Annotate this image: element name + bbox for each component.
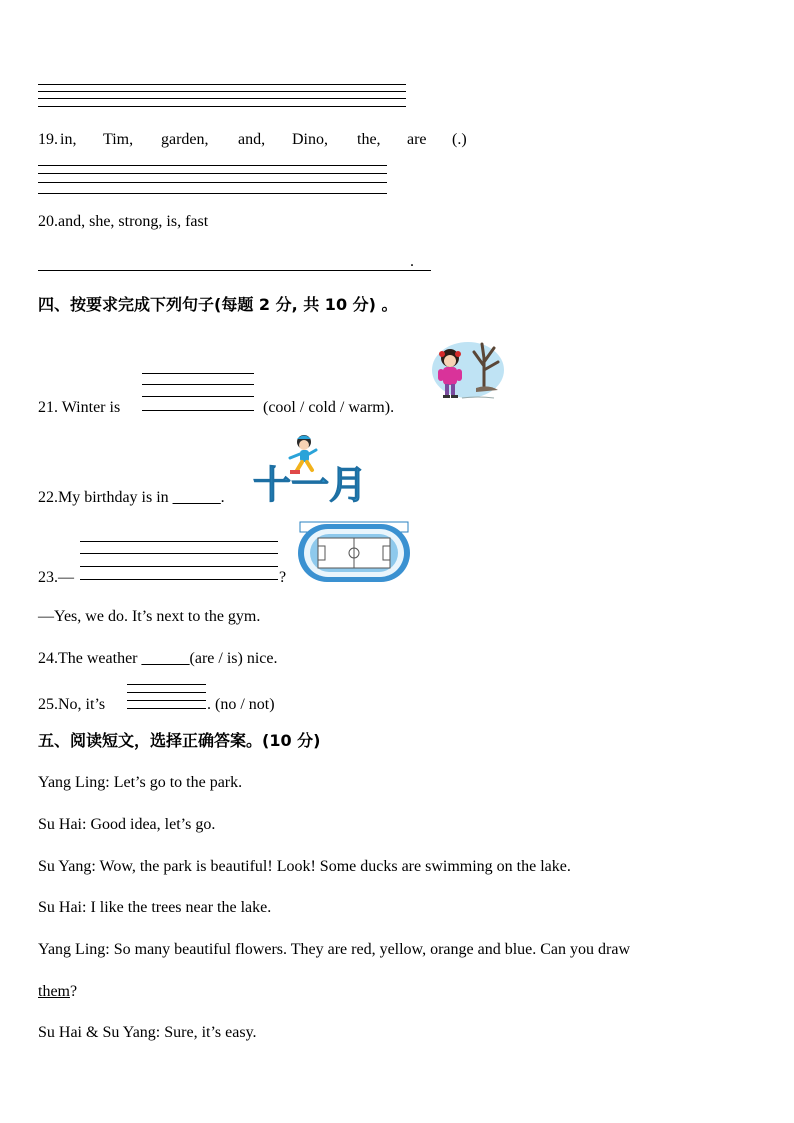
answer-line[interactable] bbox=[38, 270, 431, 271]
question-21-options: (cool / cold / warm). bbox=[263, 399, 395, 416]
answer-line[interactable] bbox=[127, 684, 206, 685]
question-20: 20.and, she, strong, is, fast bbox=[38, 213, 209, 230]
answer-line[interactable] bbox=[80, 566, 278, 567]
answer-line[interactable] bbox=[127, 700, 206, 701]
end-period: . bbox=[220, 489, 225, 506]
winter-girl-tree-icon bbox=[428, 340, 506, 404]
answer-line[interactable] bbox=[80, 541, 278, 542]
question-23: 23.— bbox=[38, 569, 74, 586]
november-text: 十一月 bbox=[252, 463, 368, 507]
scrambled-word: Tim, bbox=[103, 131, 134, 148]
question-24 bbox=[38, 649, 277, 669]
section-4-title: 四、按要求完成下列句子(每题 2 分, 共 10 分) 。 bbox=[38, 295, 398, 314]
answer-line[interactable] bbox=[38, 182, 387, 183]
answer-line[interactable] bbox=[38, 165, 387, 166]
answer-line[interactable] bbox=[38, 173, 387, 174]
dialogue-line: Yang Ling: So many beautiful flowers. They are red, yellow, orange and blue. Can you draw bbox=[38, 941, 631, 958]
answer-line[interactable] bbox=[142, 410, 254, 411]
dialogue-line: Yang Ling: Let’s go to the park. bbox=[38, 774, 243, 791]
question-25: 25.No, it’s bbox=[38, 696, 106, 713]
question-21: 21. Winter is bbox=[38, 399, 121, 416]
scrambled-word: are bbox=[407, 131, 427, 148]
dialogue-line: Su Hai: Good idea, let’s go. bbox=[38, 816, 216, 833]
november-calendar-icon bbox=[252, 432, 368, 507]
dialogue-line: Su Yang: Wow, the park is beautiful! Look! Some ducks are swimming on the lake. bbox=[38, 858, 571, 875]
answer-line bbox=[38, 84, 406, 85]
end-period: . bbox=[410, 253, 414, 270]
question-mark: ? bbox=[70, 983, 78, 1000]
sports-track-icon bbox=[296, 520, 412, 584]
dialogue-line: Su Hai: I like the trees near the lake. bbox=[38, 899, 272, 916]
answer-line[interactable] bbox=[142, 396, 254, 397]
question-mark: ? bbox=[279, 569, 287, 586]
scrambled-word: (.) bbox=[452, 131, 467, 148]
answer-line[interactable] bbox=[80, 553, 278, 554]
answer-line[interactable] bbox=[80, 579, 278, 580]
dialogue-line bbox=[38, 982, 77, 1002]
answer-line[interactable] bbox=[127, 708, 206, 709]
scrambled-word: in, bbox=[60, 131, 77, 148]
scrambled-word: the, bbox=[357, 131, 381, 148]
question-24-label: 24.The weather bbox=[38, 650, 138, 667]
question-22 bbox=[38, 488, 225, 508]
answer-line[interactable] bbox=[127, 692, 206, 693]
answer-line bbox=[38, 91, 406, 92]
scrambled-word: and, bbox=[238, 131, 266, 148]
answer-line[interactable] bbox=[38, 193, 387, 194]
answer-blank[interactable]: ______ bbox=[141, 650, 190, 667]
dialogue-line: Su Hai & Su Yang: Sure, it’s easy. bbox=[38, 1024, 257, 1041]
question-number: 19. bbox=[38, 131, 58, 148]
answer-line[interactable] bbox=[142, 384, 254, 385]
question-24-options: (are / is) nice. bbox=[189, 650, 278, 667]
answer-line bbox=[38, 106, 406, 107]
answer-blank[interactable]: ______ bbox=[172, 489, 221, 506]
answer-line bbox=[38, 98, 406, 99]
underlined-word: them bbox=[38, 983, 70, 1000]
question-22-label: 22.My birthday is in bbox=[38, 489, 169, 506]
section-5-title: 五、阅读短文，选择正确答案。(10 分) bbox=[38, 731, 321, 750]
question-23-answer: —Yes, we do. It’s next to the gym. bbox=[38, 608, 261, 625]
scrambled-word: garden, bbox=[161, 131, 209, 148]
question-25-options: . (no / not) bbox=[207, 696, 275, 713]
answer-line[interactable] bbox=[142, 373, 254, 374]
scrambled-word: Dino, bbox=[292, 131, 328, 148]
